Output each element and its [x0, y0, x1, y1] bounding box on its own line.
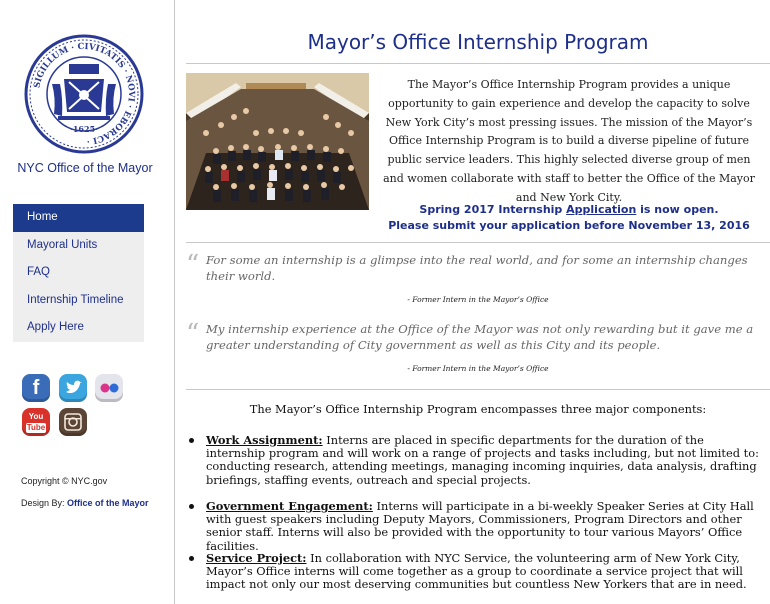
nav-item-internship-timeline[interactable]: Internship Timeline: [27, 293, 124, 306]
application-link[interactable]: Application: [566, 203, 637, 216]
footer-copyright: Copyright © NYC.gov: [21, 476, 108, 486]
nyc-seal-logo[interactable]: [24, 34, 144, 154]
main-content: [186, 0, 770, 604]
svg-text:SIGILLUM · CIVITATIS · NOVI ·: SIGILLUM · CIVITATIS · NOVI · EBORACI ·: [32, 41, 137, 146]
nav-item-mayoral-units[interactable]: Mayoral Units: [27, 238, 98, 251]
components-intro: The Mayor’s Office Internship Program encompasses three major components:: [249, 402, 707, 416]
footer-design-label: Design By:: [21, 498, 65, 508]
nav-item-apply-here[interactable]: Apply Here: [27, 321, 84, 333]
sidebar: [0, 0, 175, 604]
intro-paragraph: The Mayor’s Office Internship Program provides a unique opportunity to gain experience and develop the capacity to solve New York City’s most pressing issues. The mission of the Mayor’s Office Internship Program is to build a diverse pipeline of future public service leaders. This highly selected diverse group of men and women collaborate with staff to better the Office of the Mayor and New York City.: [383, 78, 755, 204]
list-item: [206, 434, 762, 487]
bullet-icon: [189, 438, 194, 443]
quote-mark-icon: “: [186, 250, 200, 280]
quote-mark-icon: “: [186, 319, 200, 349]
component-text: Interns are placed in specific departments for the duration of the internship program and will work on a range of projects and tasks including, but not limited to: conducting research, attending meetings, managing incoming inquiries, data analysis, drafting briefings, staffing events, outreach and special projects.: [206, 433, 759, 487]
announce-prefix: Spring 2017 Internship: [419, 203, 567, 216]
component-text: In collaboration with NYC Service, the volunteering arm of New York City, Mayor’s Office interns will come together as a group to coordinate a service project that will impact not only our most deserving communities but countless New Yorkers that are in need.: [206, 551, 747, 592]
list-item: [206, 500, 762, 553]
intern-group-photo: [186, 73, 369, 210]
list-item: [206, 552, 762, 592]
nav-item-home[interactable]: Home: [13, 204, 144, 232]
divider: [186, 242, 770, 243]
footer-design-link[interactable]: Office of the Mayor: [67, 498, 149, 508]
divider: [186, 63, 770, 64]
flickr-icon[interactable]: [95, 374, 123, 402]
announce-deadline: Please submit your application before November 13, 2016: [388, 218, 750, 232]
sidebar-nav: [13, 204, 144, 342]
page-title: Mayor’s Office Internship Program: [307, 30, 649, 54]
twitter-icon[interactable]: [59, 374, 87, 402]
instagram-icon[interactable]: [59, 408, 87, 436]
component-text: Interns will participate in a bi-weekly Speaker Series at City Hall with guest speakers including Deputy Mayors, Commissioners, Program Directors and other senior staff. Interns will also be provided with the opportunity to tour various Mayors’ Office facilities.: [206, 499, 754, 553]
testimonial-quote: My internship experience at the Office of the Mayor was not only rewarding but it gave me a greater understanding of City government as well as this City and its people.: [206, 322, 754, 352]
facebook-icon[interactable]: f: [22, 374, 50, 402]
testimonial-cite: - Former Intern in the Mayor’s Office: [407, 364, 549, 373]
nav-item-faq[interactable]: FAQ: [27, 266, 51, 278]
youtube-icon[interactable]: You Tube: [22, 408, 50, 436]
office-name[interactable]: NYC Office of the Mayor: [17, 161, 153, 175]
component-title: Government Engagement:: [206, 499, 373, 513]
announce-suffix: is now open.: [636, 203, 719, 216]
svg-text:·1625·: ·1625·: [70, 124, 98, 134]
application-announcement: [380, 202, 758, 233]
bullet-icon: [189, 556, 194, 561]
bullet-icon: [189, 504, 194, 509]
testimonial-quote: For some an internship is a glimpse into the real world, and for some an internship changes their world.: [206, 253, 748, 283]
component-title: Service Project:: [206, 551, 307, 565]
footer-design-credit: [21, 498, 149, 508]
testimonial-cite: - Former Intern in the Mayor’s Office: [407, 295, 549, 304]
component-title: Work Assignment:: [206, 433, 323, 447]
divider: [186, 389, 770, 390]
